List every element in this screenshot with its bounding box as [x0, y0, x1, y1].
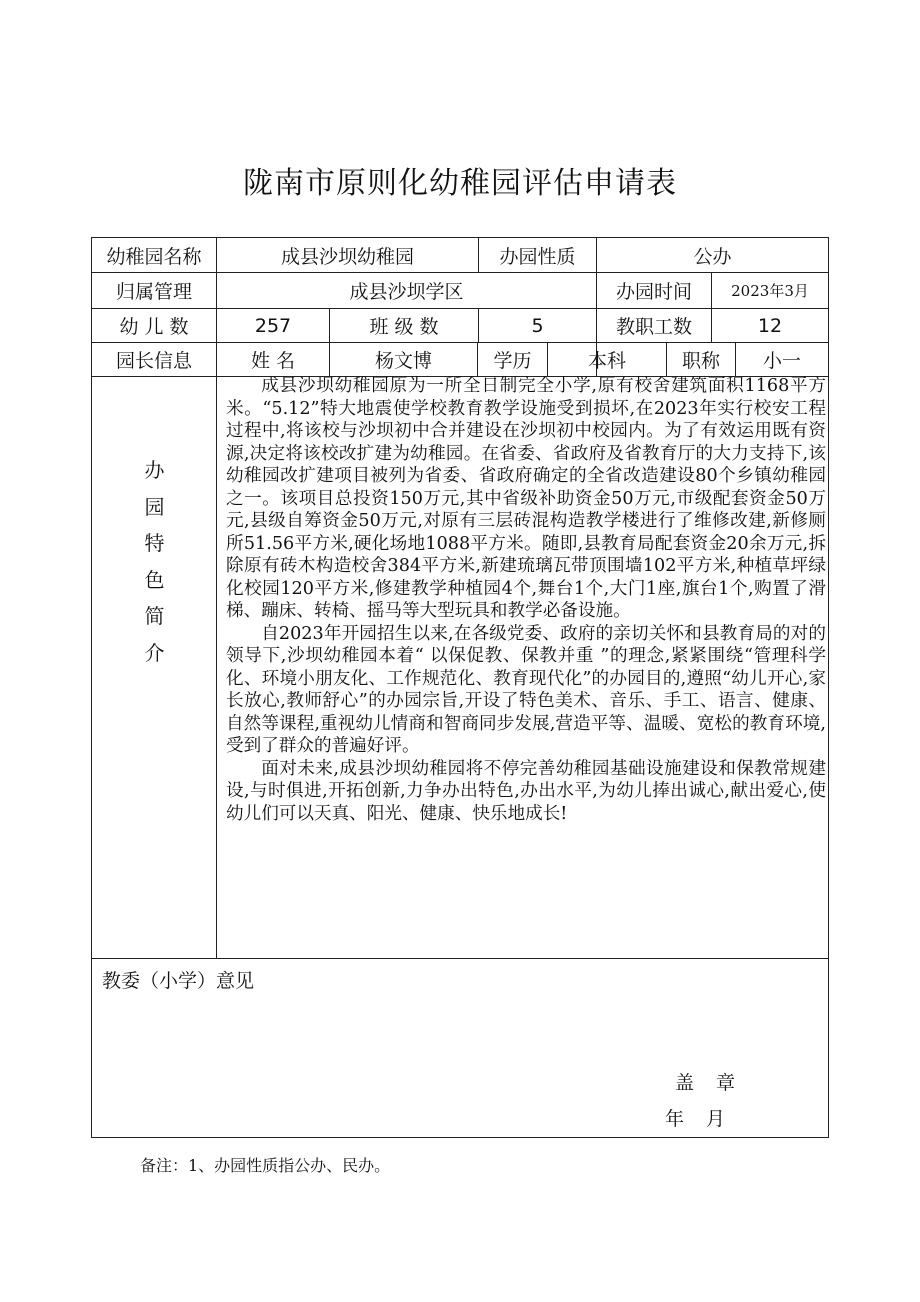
- footnote: 备注：1、办园性质指公办、民办。: [140, 1156, 391, 1175]
- nature-value: 公办: [693, 245, 732, 268]
- kindergarten-name-value: 成县沙坝幼稚园: [280, 245, 414, 268]
- features-label-char: 介: [144, 640, 165, 665]
- founding-time-value: 2023年3月: [731, 282, 809, 300]
- features-paragraph: 自2023年开园招生以来,在各级党委、政府的亲切关怀和县教育局的对的领导下,沙坝幼稚园本着“ 以保促教、保教并重 ”的理念,紧紧围绕“管理科学化、环境小朋友化、工作规范化、教育现代化”的办园目的,遵照“幼儿开心,家长放心,教师舒心”的办园宗旨,开设了特色美术、音乐、手工、语言、健康、自然等课程,重视幼儿情商和智商同步发展,营造平等、温暖、宽松的教育环境,受到了群众的普遍好评。: [226, 623, 826, 756]
- founding-time-label: 办园时间: [615, 281, 692, 303]
- application-form: [91, 237, 829, 1138]
- stamp-label: 盖 章: [675, 1072, 744, 1094]
- principal-name-value: 杨文博: [374, 350, 432, 372]
- features-text: [226, 375, 826, 825]
- row-divider: [92, 958, 828, 959]
- features-paragraph: 成县沙坝幼稚园原为一所全日制完全小学,原有校舍建筑面积1168平方米。“5.12”特大地震使学校教育教学设施受到损坏,在2023年实行校安工程过程中,将该校与沙坝初中合并建设在沙坝初中校园内。为了有效运用既有资源,决定将该校改扩建为幼稚园。在省委、省政府及省教育厅的大力支持下,该幼稚园改扩建项目被列为省委、省政府确定的全省改造建设80个乡镇幼稚园之一。该项目总投资150万元,其中省级补助资金50万元,市级配套资金50万元,县级自筹资金50万元,对原有三层砖混构造教学楼进行了维修改建,新修厕所51.56平方米,硬化场地1088平方米。随即,县教育局配套资金20余万元,拆除原有砖木构造校舍384平方米,新建琉璃瓦带顶围墙102平方米,种植草坪绿化校园120平方米,修建教学种植园4个,舞台1个,大门1座,旗台1个,购置了滑梯、蹦床、转椅、摇马等大型玩具和教学必备设施。: [226, 376, 826, 621]
- education-label: 学历: [493, 350, 532, 372]
- management-value: 成县沙坝学区: [349, 281, 464, 303]
- staff-count-label: 教职工数: [615, 316, 692, 338]
- features-label: [92, 452, 217, 671]
- features-label-char: 园: [144, 494, 165, 519]
- features-paragraph: 面对未来,成县沙坝幼稚园将不停完善幼稚园基础设施建设和保教常规建设,与时俱进,开拓创新,力争办出特色,办出水平,为幼儿捧出诚心,献出爱心,使幼儿们可以天真、阳光、健康、快乐地成长!: [226, 758, 826, 824]
- features-label-char: 简: [144, 604, 165, 628]
- job-title-label: 职称: [681, 350, 720, 372]
- principal-name-label: 姓 名: [250, 350, 296, 372]
- class-count-value: 5: [531, 314, 544, 337]
- education-committee-opinion-label: 教委（小学）意见: [102, 970, 255, 992]
- children-count-label: 幼 儿 数: [119, 316, 189, 338]
- staff-count-value: 12: [757, 314, 783, 337]
- children-count-value: 257: [254, 314, 292, 337]
- class-count-label: 班 级 数: [369, 316, 439, 338]
- form-title: 陇南市原则化幼稚园评估申请表: [243, 166, 677, 201]
- management-label: 归属管理: [115, 281, 192, 303]
- features-label-char: 特: [144, 531, 165, 555]
- nature-label: 办园性质: [499, 245, 576, 268]
- education-value: 本科: [587, 350, 626, 372]
- features-label-char: 办: [144, 458, 165, 482]
- date-label: 年 月: [665, 1108, 734, 1130]
- principal-info-label: 园长信息: [115, 350, 192, 372]
- features-label-char: 色: [144, 567, 165, 592]
- job-title-value: 小一: [762, 350, 801, 372]
- kindergarten-name-label: 幼稚园名称: [106, 245, 202, 268]
